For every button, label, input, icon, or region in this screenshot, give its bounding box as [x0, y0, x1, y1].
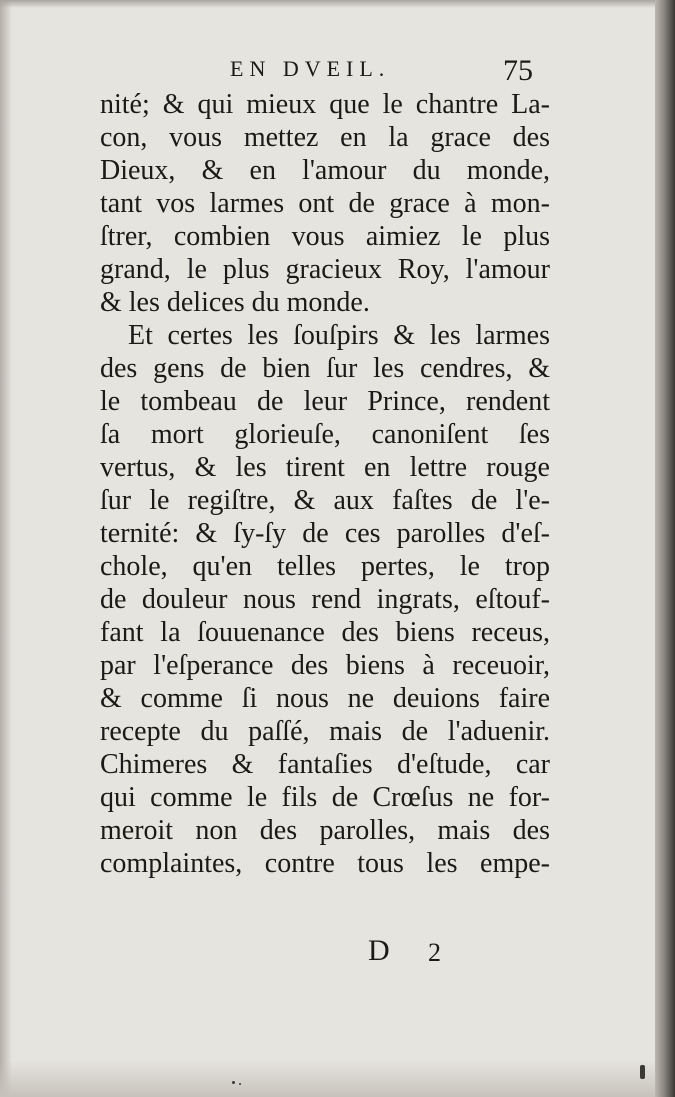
text-line: ternité: & ſy-ſy de ces parolles d'eſ- — [100, 518, 550, 549]
signature-number: 2 — [428, 938, 441, 967]
text-line: meroit non des parolles, mais des — [100, 815, 550, 846]
signature-mark: D — [368, 934, 390, 967]
text-line: ſa mort glorieuſe, canoniſent ſes — [100, 419, 550, 450]
text-line: fant la ſouuenance des biens receus, — [100, 617, 550, 648]
text-line: Et certes les ſouſpirs & les larmes — [128, 320, 550, 351]
text-line: Dieux, & en l'amour du monde, — [100, 155, 550, 186]
text-line: con, vous mettez en la grace des — [100, 122, 550, 153]
text-line: chole, qu'en telles pertes, le trop — [100, 551, 550, 582]
text-line: ſtrer, combien vous aimiez le plus — [100, 221, 550, 252]
text-line: par l'eſperance des biens à receuoir, — [100, 650, 550, 681]
text-line: & comme ſi nous ne deuions faire — [100, 683, 550, 714]
ink-speck — [640, 1065, 645, 1079]
text-line: Chimeres & fantaſies d'eſtude, car — [100, 749, 550, 780]
text-line: grand, le plus gracieux Roy, l'amour — [100, 254, 550, 285]
text-line: tant vos larmes ont de grace à mon- — [100, 188, 550, 219]
text-line: complaintes, contre tous les empe- — [100, 848, 550, 879]
text-line: & les delices du monde. — [100, 287, 370, 318]
body-text — [100, 88, 550, 880]
text-line: vertus, & les tirent en lettre rouge — [100, 452, 550, 483]
text-line: des gens de bien ſur les cendres, & — [100, 353, 550, 384]
ink-speck — [239, 1083, 241, 1085]
page-edge-right — [655, 0, 675, 1097]
page-number: 75 — [503, 54, 533, 87]
text-line: nité; & qui mieux que le chantre La- — [100, 89, 550, 120]
running-title: EN DVEIL. — [230, 56, 391, 81]
text-line: qui comme le fils de Crœſus ne for- — [100, 782, 550, 813]
bottom-edge-shadow — [0, 1060, 655, 1097]
top-edge-shadow — [0, 0, 655, 8]
ink-speck — [232, 1081, 235, 1084]
gutter-shadow — [0, 0, 12, 1097]
text-line: le tombeau de leur Prince, rendent — [100, 386, 550, 417]
text-line: ſur le regiſtre, & aux faſtes de l'e- — [100, 485, 550, 516]
text-line: de douleur nous rend ingrats, eſtouf- — [100, 584, 550, 615]
text-line: recepte du paſſé, mais de l'aduenir. — [100, 716, 550, 747]
